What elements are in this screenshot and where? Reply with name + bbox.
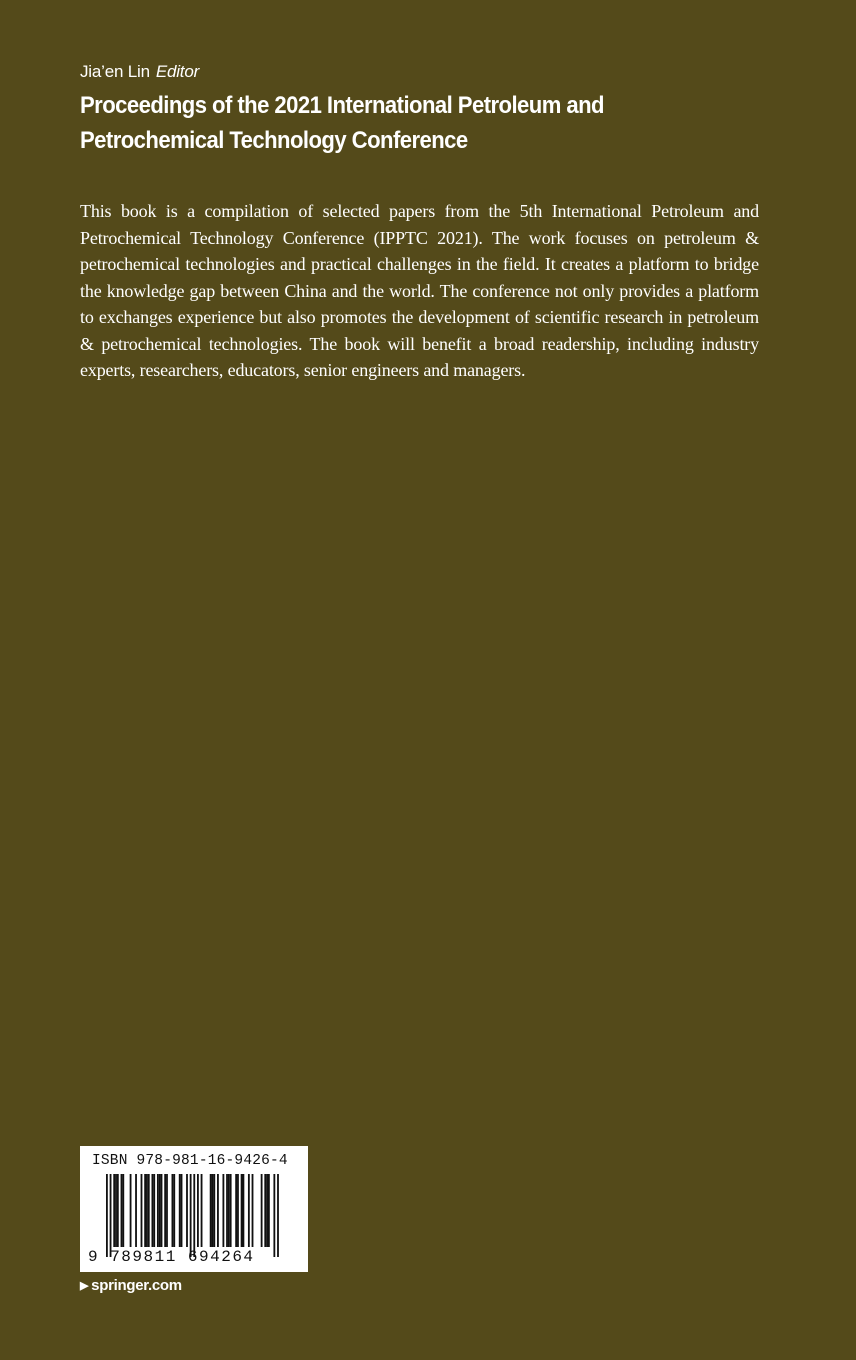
barcode-bar [248, 1174, 250, 1247]
barcode-bar [161, 1174, 163, 1247]
barcode-bar [122, 1174, 124, 1247]
barcode-bar [186, 1174, 188, 1247]
barcode-bar [273, 1174, 275, 1257]
isbn-barcode [80, 1146, 308, 1272]
barcode-bar [179, 1174, 181, 1247]
barcode-bar [130, 1174, 132, 1247]
barcode-bar [228, 1174, 230, 1247]
barcode-bar [164, 1174, 166, 1247]
barcode-bar [146, 1174, 148, 1247]
barcode-bar [135, 1174, 137, 1247]
barcode-bar [235, 1174, 237, 1247]
barcode-bar [190, 1174, 192, 1257]
editor-name: Jia’en Lin [80, 62, 150, 81]
barcode-bar [266, 1174, 268, 1247]
barcode-bar [113, 1174, 115, 1247]
book-description: This book is a compilation of selected papers from the 5th International Petroleum and Petrochemical Technology Conference (IPPTC 2021). The work focuses on petroleum & petrochemical technologies and practical challenges in the field. It creates a platform to bridge the knowledge gap between China and the world. The conference not only provides a platform to exchanges experience but also promotes the development of scientific research in petroleum & petrochemical technologies. The book will benefit a broad readership, including industry experts, researchers, educators, senior engineers and managers. [80, 201, 759, 380]
springer-link[interactable] [80, 1276, 182, 1296]
barcode-bar [197, 1174, 199, 1247]
barcode-bar [237, 1174, 239, 1247]
barcode-bar [210, 1174, 212, 1247]
barcode-bar [241, 1174, 243, 1247]
barcode-bar [252, 1174, 254, 1247]
book-title: Proceedings of the 2021 International Petroleum and Petrochemical Technology Conference [80, 92, 604, 154]
barcode-bar [268, 1174, 270, 1247]
barcode-bar [193, 1174, 195, 1257]
barcode-bar [106, 1174, 108, 1257]
barcode-bar [121, 1174, 123, 1247]
barcode-bar [117, 1174, 119, 1247]
barcode-bar [152, 1174, 154, 1247]
barcode-bar [172, 1174, 174, 1247]
barcode-bar [201, 1174, 203, 1247]
barcode-bar [230, 1174, 232, 1247]
barcode-bar [226, 1174, 228, 1247]
isbn-label: ISBN 978-981-16-9426-4 [92, 1153, 288, 1169]
barcode-bar [213, 1174, 215, 1247]
barcode-bar [243, 1174, 245, 1247]
springer-link-label: springer.com [91, 1277, 182, 1294]
barcode-bar [141, 1174, 143, 1247]
barcode-bar [217, 1174, 219, 1247]
barcode-bar [153, 1174, 155, 1247]
barcode-bar [222, 1174, 224, 1247]
barcode-bar [181, 1174, 183, 1247]
barcode-bar [157, 1174, 159, 1247]
barcode-bar [261, 1174, 263, 1247]
barcode-bar [166, 1174, 168, 1247]
barcode-bar [115, 1174, 117, 1247]
barcode-bar [212, 1174, 214, 1247]
barcode-digits: 9 789811 694264 [88, 1248, 255, 1266]
barcode-bar [277, 1174, 279, 1257]
editor-line [80, 60, 199, 84]
barcode-bar [159, 1174, 161, 1247]
barcode-bar [148, 1174, 150, 1247]
barcode-bar [173, 1174, 175, 1247]
barcode-bar [110, 1174, 112, 1257]
triangle-right-icon: ▶ [80, 1280, 89, 1292]
barcode-bar [144, 1174, 146, 1247]
editor-role: Editor [155, 62, 200, 81]
barcode-bar [264, 1174, 266, 1247]
